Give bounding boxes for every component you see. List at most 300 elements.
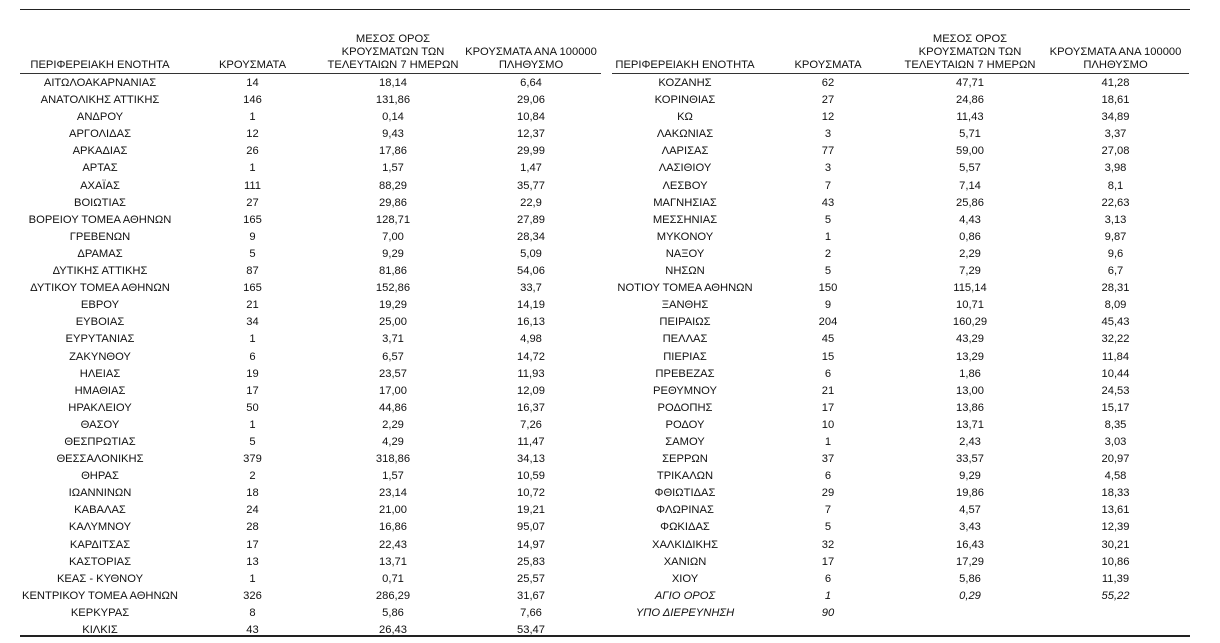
per-100k-cell: 9,6 <box>1107 247 1124 260</box>
region-cell: ΚΩ <box>677 111 693 124</box>
table-row <box>20 571 601 588</box>
region-cell: ΠΙΕΡΙΑΣ <box>663 350 707 363</box>
table-row <box>20 92 601 109</box>
table-row <box>20 366 601 383</box>
per-100k-cell: 12,39 <box>1101 521 1130 534</box>
per-100k-cell: 28,34 <box>517 230 545 243</box>
cases-cell: 12 <box>246 128 259 141</box>
avg-7-days-cell: 152,86 <box>375 282 411 295</box>
avg-7-days-cell: 13,71 <box>379 555 407 568</box>
left-table-body <box>20 74 601 640</box>
table-row <box>612 400 1189 417</box>
avg-7-days-cell: 3,71 <box>382 333 404 346</box>
cases-cell: 326 <box>243 589 262 602</box>
table-row <box>20 554 601 571</box>
cases-cell: 43 <box>821 196 835 209</box>
per-100k-cell: 3,03 <box>1104 435 1127 448</box>
region-cell: ΗΜΑΘΙΑΣ <box>74 384 126 397</box>
avg-7-days-cell: 22,43 <box>379 538 407 551</box>
cases-cell: 5 <box>824 265 832 278</box>
per-100k-cell: 4,58 <box>1104 470 1127 483</box>
avg-7-days-cell: 4,29 <box>382 435 404 448</box>
per-100k-cell: 6,64 <box>520 77 542 89</box>
per-100k-cell: 9,87 <box>1104 230 1127 243</box>
table-row <box>20 280 601 297</box>
avg-7-days-cell: 13,86 <box>956 401 984 414</box>
table-row <box>612 160 1189 177</box>
left-cases-table <box>20 24 601 639</box>
per-100k-cell: 10,86 <box>1101 555 1130 568</box>
cases-cell: 6 <box>824 572 832 585</box>
per-100k-cell: 22,63 <box>1101 196 1130 209</box>
cases-cell: 18 <box>246 487 259 500</box>
per-100k-cell: 25,57 <box>517 572 545 585</box>
avg-7-days-cell <box>898 605 1042 622</box>
cases-cell: 5 <box>824 521 832 534</box>
region-cell: ΡΟΔΟΥ <box>665 418 705 431</box>
region-cell: ΘΗΡΑΣ <box>81 470 119 483</box>
cases-cell: 32 <box>821 538 835 551</box>
per-100k-cell: 12,37 <box>517 128 545 141</box>
per-100k-cell: 34,13 <box>517 453 545 466</box>
avg-7-days-cell: 17,86 <box>379 145 407 158</box>
region-cell: ΚΑΣΤΟΡΙΑΣ <box>68 555 132 568</box>
per-100k-cell: 95,07 <box>517 521 545 534</box>
per-100k-cell: 14,72 <box>517 350 545 363</box>
avg-7-days-cell: 131,86 <box>375 94 411 107</box>
cases-cell: 204 <box>818 316 838 329</box>
table-row <box>20 126 601 143</box>
region-cell: ΕΥΡΥΤΑΝΙΑΣ <box>65 333 135 346</box>
table-row <box>20 331 601 348</box>
region-cell: ΑΓΙΟ ΟΡΟΣ <box>654 589 716 602</box>
avg-7-days-cell: 0,71 <box>382 572 404 585</box>
table-row <box>612 605 1189 622</box>
table-row <box>612 434 1189 451</box>
cases-cell: 13 <box>246 555 259 568</box>
per-100k-cell: 15,17 <box>1101 401 1130 414</box>
per-100k-cell: 33,7 <box>520 282 542 295</box>
per-100k-cell: 19,21 <box>517 504 545 517</box>
cases-cell: 2 <box>824 247 832 260</box>
region-cell: ΚΟΖΑΝΗΣ <box>658 77 712 89</box>
cases-cell: 28 <box>246 521 259 534</box>
region-cell: ΘΕΣΠΡΩΤΙΑΣ <box>64 435 136 448</box>
per-100k-cell: 27,08 <box>1101 145 1130 158</box>
avg-7-days-cell: 9,29 <box>382 247 404 260</box>
avg-7-days-cell: 5,71 <box>959 128 981 141</box>
left-table-panel <box>20 24 601 639</box>
table-row <box>612 92 1189 109</box>
avg-7-days-cell: 59,00 <box>956 145 984 158</box>
avg-7-days-cell: 33,57 <box>956 453 984 466</box>
right-header-per-100k: ΚΡΟΥΣΜΑΤΑ ΑΝΑ 100000 ΠΛΗΘΥΣΜΟ <box>1042 24 1189 74</box>
cases-cell: 5 <box>249 247 256 260</box>
avg-7-days-cell: 7,00 <box>382 230 404 243</box>
right-table-panel <box>612 24 1189 622</box>
table-row <box>612 502 1189 519</box>
right-header-region: ΠΕΡΙΦΕΡΕΙΑΚΗ ΕΝΟΤΗΤΑ <box>612 24 758 74</box>
table-row <box>20 400 601 417</box>
per-100k-cell: 18,33 <box>1101 487 1130 500</box>
region-cell: ΑΝΑΤΟΛΙΚΗΣ ΑΤΤΙΚΗΣ <box>40 94 160 107</box>
region-cell: ΑΝΔΡΟΥ <box>76 111 124 124</box>
table-row <box>20 178 601 195</box>
per-100k-cell: 32,22 <box>1101 333 1130 346</box>
region-cell: ΛΑΡΙΣΑΣ <box>661 145 709 158</box>
avg-7-days-cell: 17,00 <box>379 384 407 397</box>
cases-cell: 165 <box>243 213 262 226</box>
cases-cell: 50 <box>246 401 259 414</box>
region-cell: ΕΒΡΟΥ <box>80 299 120 312</box>
cases-cell: 8 <box>249 606 256 619</box>
table-row <box>20 588 601 605</box>
cases-cell: 5 <box>249 435 256 448</box>
avg-7-days-cell: 9,43 <box>382 128 404 141</box>
cases-cell: 62 <box>821 77 835 89</box>
per-100k-cell: 3,13 <box>1104 213 1127 226</box>
per-100k-cell: 41,28 <box>1101 77 1130 89</box>
table-row <box>612 571 1189 588</box>
avg-7-days-cell: 24,86 <box>956 94 984 107</box>
per-100k-cell: 34,89 <box>1101 111 1130 124</box>
avg-7-days-cell: 17,29 <box>956 555 984 568</box>
region-cell: ΦΩΚΙΔΑΣ <box>660 521 710 534</box>
per-100k-cell: 55,22 <box>1101 589 1130 602</box>
avg-7-days-cell: 13,00 <box>956 384 984 397</box>
region-cell: ΜΥΚΟΝΟΥ <box>656 230 714 243</box>
per-100k-cell: 6,7 <box>1107 265 1124 278</box>
per-100k-cell: 7,26 <box>520 418 542 431</box>
region-cell: ΣΕΡΡΩΝ <box>662 453 708 466</box>
avg-7-days-cell: 7,29 <box>959 265 981 278</box>
avg-7-days-cell: 13,71 <box>956 418 984 431</box>
cases-cell: 17 <box>821 555 835 568</box>
table-row <box>612 451 1189 468</box>
cases-cell: 1 <box>249 572 256 585</box>
region-cell: ΒΟΡΕΙΟΥ ΤΟΜΕΑ ΑΘΗΝΩΝ <box>28 213 172 226</box>
table-row <box>612 246 1189 263</box>
table-row <box>20 605 601 622</box>
region-cell: ΝΟΤΙΟΥ ΤΟΜΕΑ ΑΘΗΝΩΝ <box>617 282 753 295</box>
avg-7-days-cell: 19,86 <box>956 487 984 500</box>
avg-7-days-cell: 115,14 <box>953 282 987 295</box>
cases-cell: 77 <box>821 145 835 158</box>
avg-7-days-cell: 18,14 <box>379 77 407 89</box>
cases-cell: 1 <box>824 435 832 448</box>
region-cell: ΗΛΕΙΑΣ <box>79 367 121 380</box>
table-row <box>612 554 1189 571</box>
region-cell: ΑΡΓΟΛΙΔΑΣ <box>68 128 132 141</box>
region-cell: ΧΙΟΥ <box>671 572 699 585</box>
avg-7-days-cell: 5,86 <box>959 572 981 585</box>
region-cell: ΘΑΣΟΥ <box>80 418 120 431</box>
per-100k-cell: 28,31 <box>1101 282 1130 295</box>
per-100k-cell: 5,09 <box>520 247 542 260</box>
avg-7-days-cell: 10,71 <box>956 299 984 312</box>
table-row <box>612 178 1189 195</box>
per-100k-cell: 10,44 <box>1101 367 1130 380</box>
region-cell: ΑΡΤΑΣ <box>82 162 118 175</box>
cases-cell: 165 <box>243 282 262 295</box>
cases-cell: 45 <box>821 333 835 346</box>
avg-7-days-cell: 25,86 <box>956 196 984 209</box>
per-100k-cell: 31,67 <box>517 589 545 602</box>
per-100k-cell: 8,09 <box>1104 299 1127 312</box>
table-row <box>20 383 601 400</box>
table-row <box>612 212 1189 229</box>
table-row <box>20 74 601 93</box>
avg-7-days-cell: 21,00 <box>379 504 407 517</box>
region-cell: ΚΕΑΣ - ΚΥΘΝΟΥ <box>56 572 144 585</box>
region-cell: ΝΗΣΩΝ <box>665 265 705 278</box>
per-100k-cell: 16,37 <box>517 401 545 414</box>
region-cell: ΝΑΞΟΥ <box>665 247 705 260</box>
table-row <box>20 246 601 263</box>
per-100k-cell: 25,83 <box>517 555 545 568</box>
region-cell: ΚΕΡΚΥΡΑΣ <box>70 606 130 619</box>
region-cell: ΚΑΒΑΛΑΣ <box>74 504 126 517</box>
cases-cell: 9 <box>824 299 832 312</box>
per-100k-cell: 54,06 <box>517 265 545 278</box>
per-100k-cell: 29,06 <box>517 94 545 107</box>
region-cell: ΠΕΙΡΑΙΩΣ <box>659 316 711 329</box>
per-100k-cell: 7,66 <box>520 606 542 619</box>
cases-cell: 10 <box>821 418 835 431</box>
table-row <box>20 212 601 229</box>
avg-7-days-cell: 16,86 <box>379 521 407 534</box>
per-100k-cell: 14,97 <box>517 538 545 551</box>
per-100k-cell <box>1042 605 1189 622</box>
table-row <box>612 74 1189 93</box>
avg-7-days-cell: 5,57 <box>959 162 981 175</box>
table-row <box>612 366 1189 383</box>
cases-cell: 2 <box>249 470 256 483</box>
per-100k-cell: 11,39 <box>1101 572 1130 585</box>
avg-7-days-cell: 6,57 <box>382 350 404 363</box>
right-header-row <box>612 24 1189 74</box>
table-row <box>20 109 601 126</box>
table-row <box>20 537 601 554</box>
region-cell: ΚΑΡΔΙΤΣΑΣ <box>69 538 131 551</box>
left-header-avg-7-days: ΜΕΣΟΣ ΟΡΟΣ ΚΡΟΥΣΜΑΤΩΝ ΤΩΝ ΤΕΛΕΥΤΑΙΩΝ 7 ΗΜΕΡΩΝ <box>325 24 461 74</box>
per-100k-cell: 4,98 <box>520 333 542 346</box>
table-row <box>20 468 601 485</box>
per-100k-cell: 35,77 <box>517 179 545 192</box>
region-cell: ΜΕΣΣΗΝΙΑΣ <box>652 213 718 226</box>
per-100k-cell: 14,19 <box>517 299 545 312</box>
table-row <box>20 297 601 314</box>
region-cell: ΑΡΚΑΔΙΑΣ <box>72 145 128 158</box>
table-row <box>612 468 1189 485</box>
left-header-per-100k: ΚΡΟΥΣΜΑΤΑ ΑΝΑ 100000 ΠΛΗΘΥΣΜΟ <box>461 24 601 74</box>
avg-7-days-cell: 0,14 <box>382 111 404 124</box>
avg-7-days-cell: 13,29 <box>956 350 984 363</box>
table-row <box>20 519 601 536</box>
table-row <box>612 314 1189 331</box>
region-cell: ΓΡΕΒΕΝΩΝ <box>69 230 131 243</box>
avg-7-days-cell: 318,86 <box>375 453 411 466</box>
region-cell: ΔΥΤΙΚΟΥ ΤΟΜΕΑ ΑΘΗΝΩΝ <box>30 282 170 295</box>
per-100k-cell: 53,47 <box>517 624 545 636</box>
per-100k-cell: 11,93 <box>517 367 545 380</box>
per-100k-cell: 3,37 <box>1104 128 1127 141</box>
cases-cell: 3 <box>824 128 832 141</box>
avg-7-days-cell: 3,43 <box>959 521 981 534</box>
cases-cell: 9 <box>249 230 256 243</box>
table-row <box>20 502 601 519</box>
region-cell: ΗΡΑΚΛΕΙΟΥ <box>68 401 132 414</box>
avg-7-days-cell: 286,29 <box>375 589 411 602</box>
cases-cell: 17 <box>246 384 259 397</box>
region-cell: ΑΙΤΩΛΟΑΚΑΡΝΑΝΙΑΣ <box>43 77 157 89</box>
right-header-cases: ΚΡΟΥΣΜΑΤΑ <box>758 24 898 74</box>
avg-7-days-cell: 1,86 <box>959 367 981 380</box>
avg-7-days-cell: 128,71 <box>375 213 411 226</box>
avg-7-days-cell: 160,29 <box>952 316 988 329</box>
cases-cell: 26 <box>246 145 259 158</box>
table-row <box>20 314 601 331</box>
avg-7-days-cell: 0,29 <box>959 589 981 602</box>
cases-cell: 15 <box>821 350 835 363</box>
per-100k-cell: 22,9 <box>520 196 542 209</box>
avg-7-days-cell: 9,29 <box>959 470 981 483</box>
right-table-body <box>612 74 1189 623</box>
avg-7-days-cell: 43,29 <box>956 333 984 346</box>
per-100k-cell: 45,43 <box>1101 316 1130 329</box>
region-cell: ΡΕΘΥΜΝΟΥ <box>653 384 717 397</box>
cases-cell: 1 <box>249 418 256 431</box>
per-100k-cell: 3,98 <box>1104 162 1127 175</box>
left-header-region: ΠΕΡΙΦΕΡΕΙΑΚΗ ΕΝΟΤΗΤΑ <box>20 24 180 74</box>
region-cell: ΙΩΑΝΝΙΝΩΝ <box>68 487 132 500</box>
region-cell: ΖΑΚΥΝΘΟΥ <box>69 350 131 363</box>
cases-cell: 29 <box>821 487 835 500</box>
region-cell: ΚΑΛΥΜΝΟΥ <box>68 521 132 534</box>
region-cell: ΧΑΛΚΙΔΙΚΗΣ <box>651 538 718 551</box>
cases-cell: 1 <box>249 111 256 124</box>
region-cell: ΘΕΣΣΑΛΟΝΙΚΗΣ <box>56 453 144 466</box>
cases-cell: 146 <box>243 94 262 107</box>
table-row <box>612 143 1189 160</box>
cases-cell: 17 <box>821 401 835 414</box>
table-row <box>612 349 1189 366</box>
table-row <box>612 195 1189 212</box>
cases-cell: 27 <box>821 94 835 107</box>
cases-cell: 5 <box>824 213 832 226</box>
avg-7-days-cell: 19,29 <box>379 299 407 312</box>
right-cases-table <box>612 24 1189 622</box>
table-row <box>612 109 1189 126</box>
cases-cell: 379 <box>243 453 262 466</box>
left-header-row <box>20 24 601 74</box>
cases-cell: 17 <box>246 538 259 551</box>
per-100k-cell: 10,59 <box>517 470 545 483</box>
per-100k-cell: 10,72 <box>517 487 545 500</box>
region-cell: ΛΑΚΩΝΙΑΣ <box>656 128 714 141</box>
per-100k-cell: 8,1 <box>1107 179 1124 192</box>
region-cell: ΥΠΟ ΔΙΕΡΕΥΝΗΣΗ <box>635 606 735 619</box>
top-rule <box>20 9 1190 10</box>
cases-cell: 27 <box>246 196 259 209</box>
avg-7-days-cell: 16,43 <box>956 538 984 551</box>
avg-7-days-cell: 2,43 <box>959 435 981 448</box>
cases-cell: 12 <box>821 111 835 124</box>
per-100k-cell: 10,84 <box>517 111 545 124</box>
region-cell: ΚΕΝΤΡΙΚΟΥ ΤΟΜΕΑ ΑΘΗΝΩΝ <box>21 589 178 602</box>
per-100k-cell: 8,35 <box>1104 418 1127 431</box>
region-cell: ΦΘΙΩΤΙΔΑΣ <box>654 487 716 500</box>
region-cell: ΤΡΙΚΑΛΩΝ <box>656 470 714 483</box>
region-cell: ΜΑΓΝΗΣΙΑΣ <box>653 196 717 209</box>
cases-cell: 14 <box>246 77 259 89</box>
table-row <box>20 195 601 212</box>
per-100k-cell: 18,61 <box>1101 94 1130 107</box>
region-cell: ΠΕΛΛΑΣ <box>662 333 708 346</box>
cases-cell: 37 <box>821 453 835 466</box>
avg-7-days-cell: 47,71 <box>956 77 984 89</box>
per-100k-cell: 16,13 <box>517 316 545 329</box>
per-100k-cell: 29,99 <box>517 145 545 158</box>
table-row <box>612 588 1189 605</box>
region-cell: ΔΡΑΜΑΣ <box>77 247 123 260</box>
cases-cell: 7 <box>824 179 832 192</box>
per-100k-cell: 30,21 <box>1101 538 1130 551</box>
table-row <box>612 417 1189 434</box>
table-row <box>20 485 601 502</box>
avg-7-days-cell: 88,29 <box>379 179 407 192</box>
left-header-cases: ΚΡΟΥΣΜΑΤΑ <box>180 24 325 74</box>
per-100k-cell: 11,47 <box>517 435 545 448</box>
cases-cell: 34 <box>246 316 259 329</box>
avg-7-days-cell: 4,43 <box>959 213 981 226</box>
bottom-rule <box>20 635 1190 637</box>
avg-7-days-cell: 7,14 <box>959 179 981 192</box>
cases-cell: 6 <box>249 350 256 363</box>
region-cell: ΔΥΤΙΚΗΣ ΑΤΤΙΚΗΣ <box>52 265 148 278</box>
cases-cell: 6 <box>824 470 832 483</box>
region-cell: ΞΑΝΘΗΣ <box>661 299 709 312</box>
cases-cell: 1 <box>824 230 832 243</box>
table-row <box>612 331 1189 348</box>
table-row <box>20 263 601 280</box>
avg-7-days-cell: 2,29 <box>959 247 981 260</box>
avg-7-days-cell: 23,57 <box>379 367 407 380</box>
cases-cell: 24 <box>246 504 259 517</box>
table-row <box>612 280 1189 297</box>
region-cell: ΒΟΙΩΤΙΑΣ <box>74 196 126 209</box>
cases-cell: 3 <box>824 162 832 175</box>
region-cell: ΕΥΒΟΙΑΣ <box>75 316 125 329</box>
cases-cell: 90 <box>821 606 835 619</box>
table-row <box>20 143 601 160</box>
table-row <box>20 349 601 366</box>
region-cell: ΑΧΑΪΑΣ <box>80 179 120 192</box>
region-cell: ΚΙΛΚΙΣ <box>82 624 118 636</box>
table-row <box>20 160 601 177</box>
cases-cell: 19 <box>246 367 259 380</box>
cases-cell: 1 <box>249 333 256 346</box>
region-cell: ΦΛΩΡΙΝΑΣ <box>656 504 714 517</box>
avg-7-days-cell: 5,86 <box>382 606 404 619</box>
table-row <box>20 417 601 434</box>
per-100k-cell: 27,89 <box>517 213 545 226</box>
avg-7-days-cell: 25,00 <box>379 316 407 329</box>
table-row <box>612 519 1189 536</box>
region-cell: ΡΟΔΟΠΗΣ <box>657 401 713 414</box>
table-row <box>612 485 1189 502</box>
cases-cell: 111 <box>243 179 261 192</box>
